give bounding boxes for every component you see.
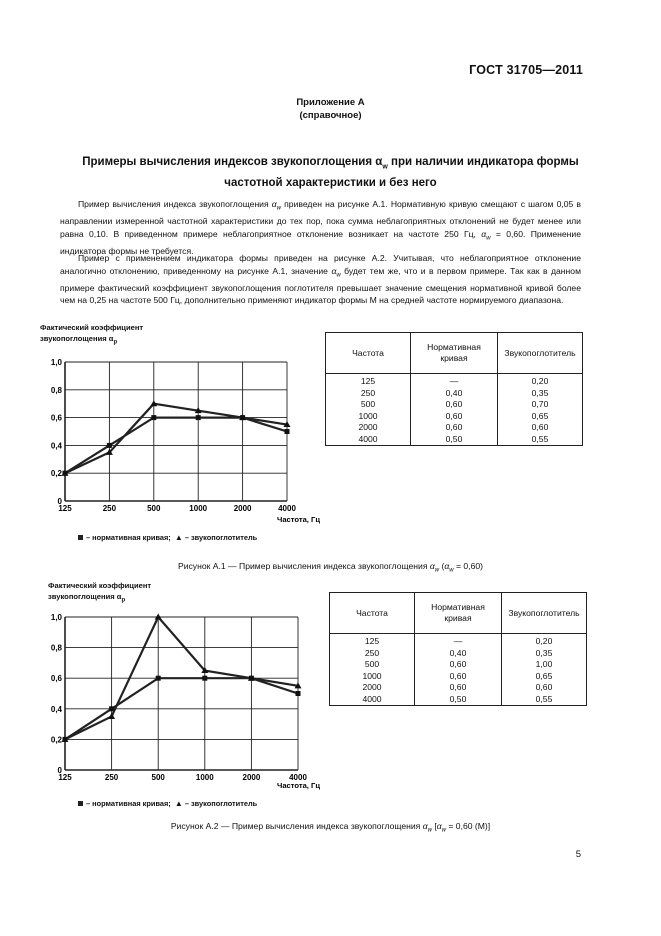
cell-frequency: 500 [326,399,411,411]
cell-frequency: 250 [326,388,411,400]
square-marker-icon [78,535,83,540]
y-tick-label: 1,0 [50,613,62,622]
table-row [326,374,583,388]
col-absorber: Звукопоглотитель [502,593,587,634]
sub: w [336,272,341,279]
point-normative [151,415,156,420]
cell-absorber: 1,00 [502,659,587,671]
x-axis-title: Частота, Гц [277,515,320,524]
cell-normative: 0,60 [415,671,502,683]
point-normative [156,676,161,681]
cell-absorber: 0,20 [498,374,583,388]
table-header-row [326,333,583,374]
table-row [326,422,583,434]
cell-absorber: 0,55 [498,434,583,446]
x-tick-label: 4000 [289,773,307,782]
col-normative-1: Нормативная [431,602,485,612]
point-normative [202,676,207,681]
y-title-sub: p [113,339,118,346]
p2-text-b: будет тем же, что и в первом примере. Так как в данном примере фактический коэффициент звукопоглощения поглотителя превышает значение смещения нормативной кривой более чем на 0,25 на частоте 500 Гц, дополнительно применяют индикатор формы М на средней частоте нормируемого диапазона. [60,265,581,306]
sub: w [449,567,454,574]
table-row [326,411,583,423]
table-row [330,648,587,660]
point-normative [296,691,301,696]
caption-text-a: Рисунок А.1 — Пример вычисления индекса звукопоглощения [177,561,430,571]
cell-absorber: 0,60 [498,422,583,434]
y-tick-label: 0,4 [50,441,62,451]
figure-2-chart [40,608,320,798]
x-tick-label: 125 [58,773,72,782]
cell-absorber: 0,60 [502,682,587,694]
y-tick-label: 0 [57,497,62,506]
p2-text-a: Пример с применением индикатора формы приведен на рисунке А.2. Учитывая, что неблагоприятное отклонение аналогично отклонению, приведенному на рисунке А.1, значение [60,253,581,276]
alpha-symbol: α [375,156,383,168]
section-title-line2: частотной характеристики и без него [224,177,437,190]
y-tick-label: 0,2 [50,735,62,745]
cell-normative: 0,50 [411,434,498,446]
alpha-w [422,821,432,834]
alpha: α [436,821,442,831]
triangle-marker-icon: ▲ [174,533,183,542]
alpha: α [422,821,428,831]
section-title-text: Примеры вычисления индексов звукопоглощения [82,156,376,168]
cell-absorber: 0,35 [498,388,583,400]
y-tick-label: 0,6 [50,674,62,684]
paragraph-2 [60,252,581,307]
figure-2-caption [0,821,661,834]
alpha-w [429,561,440,574]
page-number: 5 [575,849,581,860]
document-number: ГОСТ 31705—2011 [469,63,583,77]
cell-absorber: 0,70 [498,399,583,411]
x-tick-label: 1000 [195,773,214,782]
figure-1-caption [0,561,661,574]
cell-frequency: 125 [326,374,411,388]
caption-text-b: [ [431,821,437,831]
cell-normative: — [415,634,502,648]
col-normative [415,593,502,634]
y-title-line2 [40,333,310,349]
x-tick-label: 4000 [278,504,296,513]
table-row [326,434,583,446]
x-tick-label: 500 [147,504,161,513]
point-absorber [155,614,162,620]
p1-text-a: Пример вычисления индекса звукопоглощения [78,199,272,209]
cell-normative: 0,60 [411,422,498,434]
x-tick-label: 250 [104,773,119,782]
alpha-w [436,821,446,834]
point-normative [285,429,290,434]
cell-frequency: 1000 [330,671,415,683]
y-title-text: звукопоглощения α [48,592,122,601]
alpha-w [481,228,491,242]
cell-frequency: 500 [330,659,415,671]
table-row [330,634,587,648]
x-tick-label: 125 [58,504,72,513]
y-title-text: звукопоглощения α [40,334,114,343]
figure-1-table [325,332,583,446]
sub: w [441,827,446,834]
section-title-line1 [60,154,601,175]
y-tick-label: 0,2 [50,469,62,479]
col-normative-2: кривая [444,613,472,623]
alpha-w [444,561,454,574]
caption-text-c: = 0,60) [453,561,484,571]
cell-normative: — [411,374,498,388]
y-tick-label: 0,6 [50,413,62,423]
table-row [330,682,587,694]
table-row [330,671,587,683]
figure-1-legend [78,533,257,542]
cell-frequency: 4000 [326,434,411,446]
x-tick-label: 2000 [242,773,261,782]
cell-frequency: 2000 [326,422,411,434]
cell-absorber: 0,55 [502,694,587,706]
cell-absorber: 0,20 [502,634,587,648]
alpha: α [481,228,487,239]
x-tick-label: 500 [151,773,165,782]
y-tick-label: 0,8 [50,643,62,653]
y-tick-label: 0 [57,766,62,775]
cell-absorber: 0,65 [502,671,587,683]
cell-absorber: 0,35 [502,648,587,660]
x-tick-label: 250 [102,504,117,513]
point-normative [109,706,114,711]
y-title-line2 [48,591,318,607]
cell-frequency: 125 [330,634,415,648]
x-tick-label: 1000 [189,504,208,513]
alpha-w [331,265,341,279]
point-normative [196,415,201,420]
col-frequency: Частота [330,593,415,634]
y-tick-label: 1,0 [50,358,62,367]
appendix-type: (справочное) [299,110,362,121]
alpha: α [444,561,450,571]
y-tick-label: 0,8 [50,385,62,395]
cell-frequency: 2000 [330,682,415,694]
y-title-line1: Фактический коэффициент [40,323,144,332]
col-normative [411,333,498,374]
figure-2-table [329,592,587,706]
col-normative-2: кривая [440,353,468,363]
triangle-marker-icon: ▲ [174,799,183,808]
legend-absorber: – звукопоглотитель [184,533,258,542]
cell-normative: 0,50 [415,694,502,706]
figure-1-table-wrap [325,332,583,446]
series-line-absorber [65,404,287,474]
cell-normative: 0,60 [411,411,498,423]
appendix-heading [0,96,661,122]
figure-2-y-title [48,580,318,607]
y-title-line1: Фактический коэффициент [48,581,152,590]
alpha: α [331,265,337,276]
alpha-subscript: w [382,163,388,171]
legend-normative: – нормативная кривая; [86,533,171,542]
point-normative [107,443,112,448]
cell-normative: 0,40 [415,648,502,660]
sub: w [276,205,282,212]
p1-text-b: приведен на рисунке А.1. Нормативную кривую смещают с шагом 0,05 в направлении измеренной частотной характеристики до тех пор, пока сумма неблагоприятных отклонений не будет менее или равна 0,10. В приведенном примере неблагоприятное отклонение возникает на частоте 250 Гц, [60,199,581,239]
table-row [330,694,587,706]
paragraph-1 [60,198,581,257]
caption-text-a: Рисунок А.2 — Пример вычисления индекса звукопоглощения [170,821,423,831]
table-row [330,659,587,671]
cell-normative: 0,60 [415,682,502,694]
cell-absorber: 0,65 [498,411,583,423]
cell-normative: 0,40 [411,388,498,400]
alpha: α [271,199,277,209]
caption-text-c: = 0,60 (М)] [446,821,491,831]
p1-text-c: = 0,60. Применение индикатора формы не требуется. [60,228,581,256]
cell-normative: 0,60 [415,659,502,671]
legend-normative: – нормативная кривая; [86,799,171,808]
table-header-row [330,593,587,634]
x-axis-title: Частота, Гц [277,781,320,790]
alpha-w [271,199,282,212]
sub: w [427,827,432,834]
legend-absorber: – звукопоглотитель [184,799,258,808]
figure-2-table-wrap [329,592,587,706]
cell-frequency: 1000 [326,411,411,423]
cell-frequency: 250 [330,648,415,660]
col-frequency: Частота [326,333,411,374]
section-title [60,154,601,191]
y-title-sub: p [121,597,126,604]
y-tick-label: 0,4 [50,704,62,714]
cell-frequency: 4000 [330,694,415,706]
sub: w [486,235,491,242]
section-title-text-2: при наличии индикатора формы [387,156,579,168]
appendix-title: Приложение А [296,97,365,108]
table-row [326,388,583,400]
x-tick-label: 2000 [233,504,252,513]
col-normative-1: Нормативная [427,342,481,352]
figure-1-chart [40,350,320,530]
square-marker-icon [78,801,83,806]
sub: w [434,567,440,574]
cell-normative: 0,60 [411,399,498,411]
figure-1-y-title [40,322,310,349]
point-absorber [108,713,115,719]
col-absorber: Звукопоглотитель [498,333,583,374]
alpha: α [429,561,435,571]
table-row [326,399,583,411]
caption-text-b: ( [439,561,445,571]
figure-2-legend [78,799,257,808]
